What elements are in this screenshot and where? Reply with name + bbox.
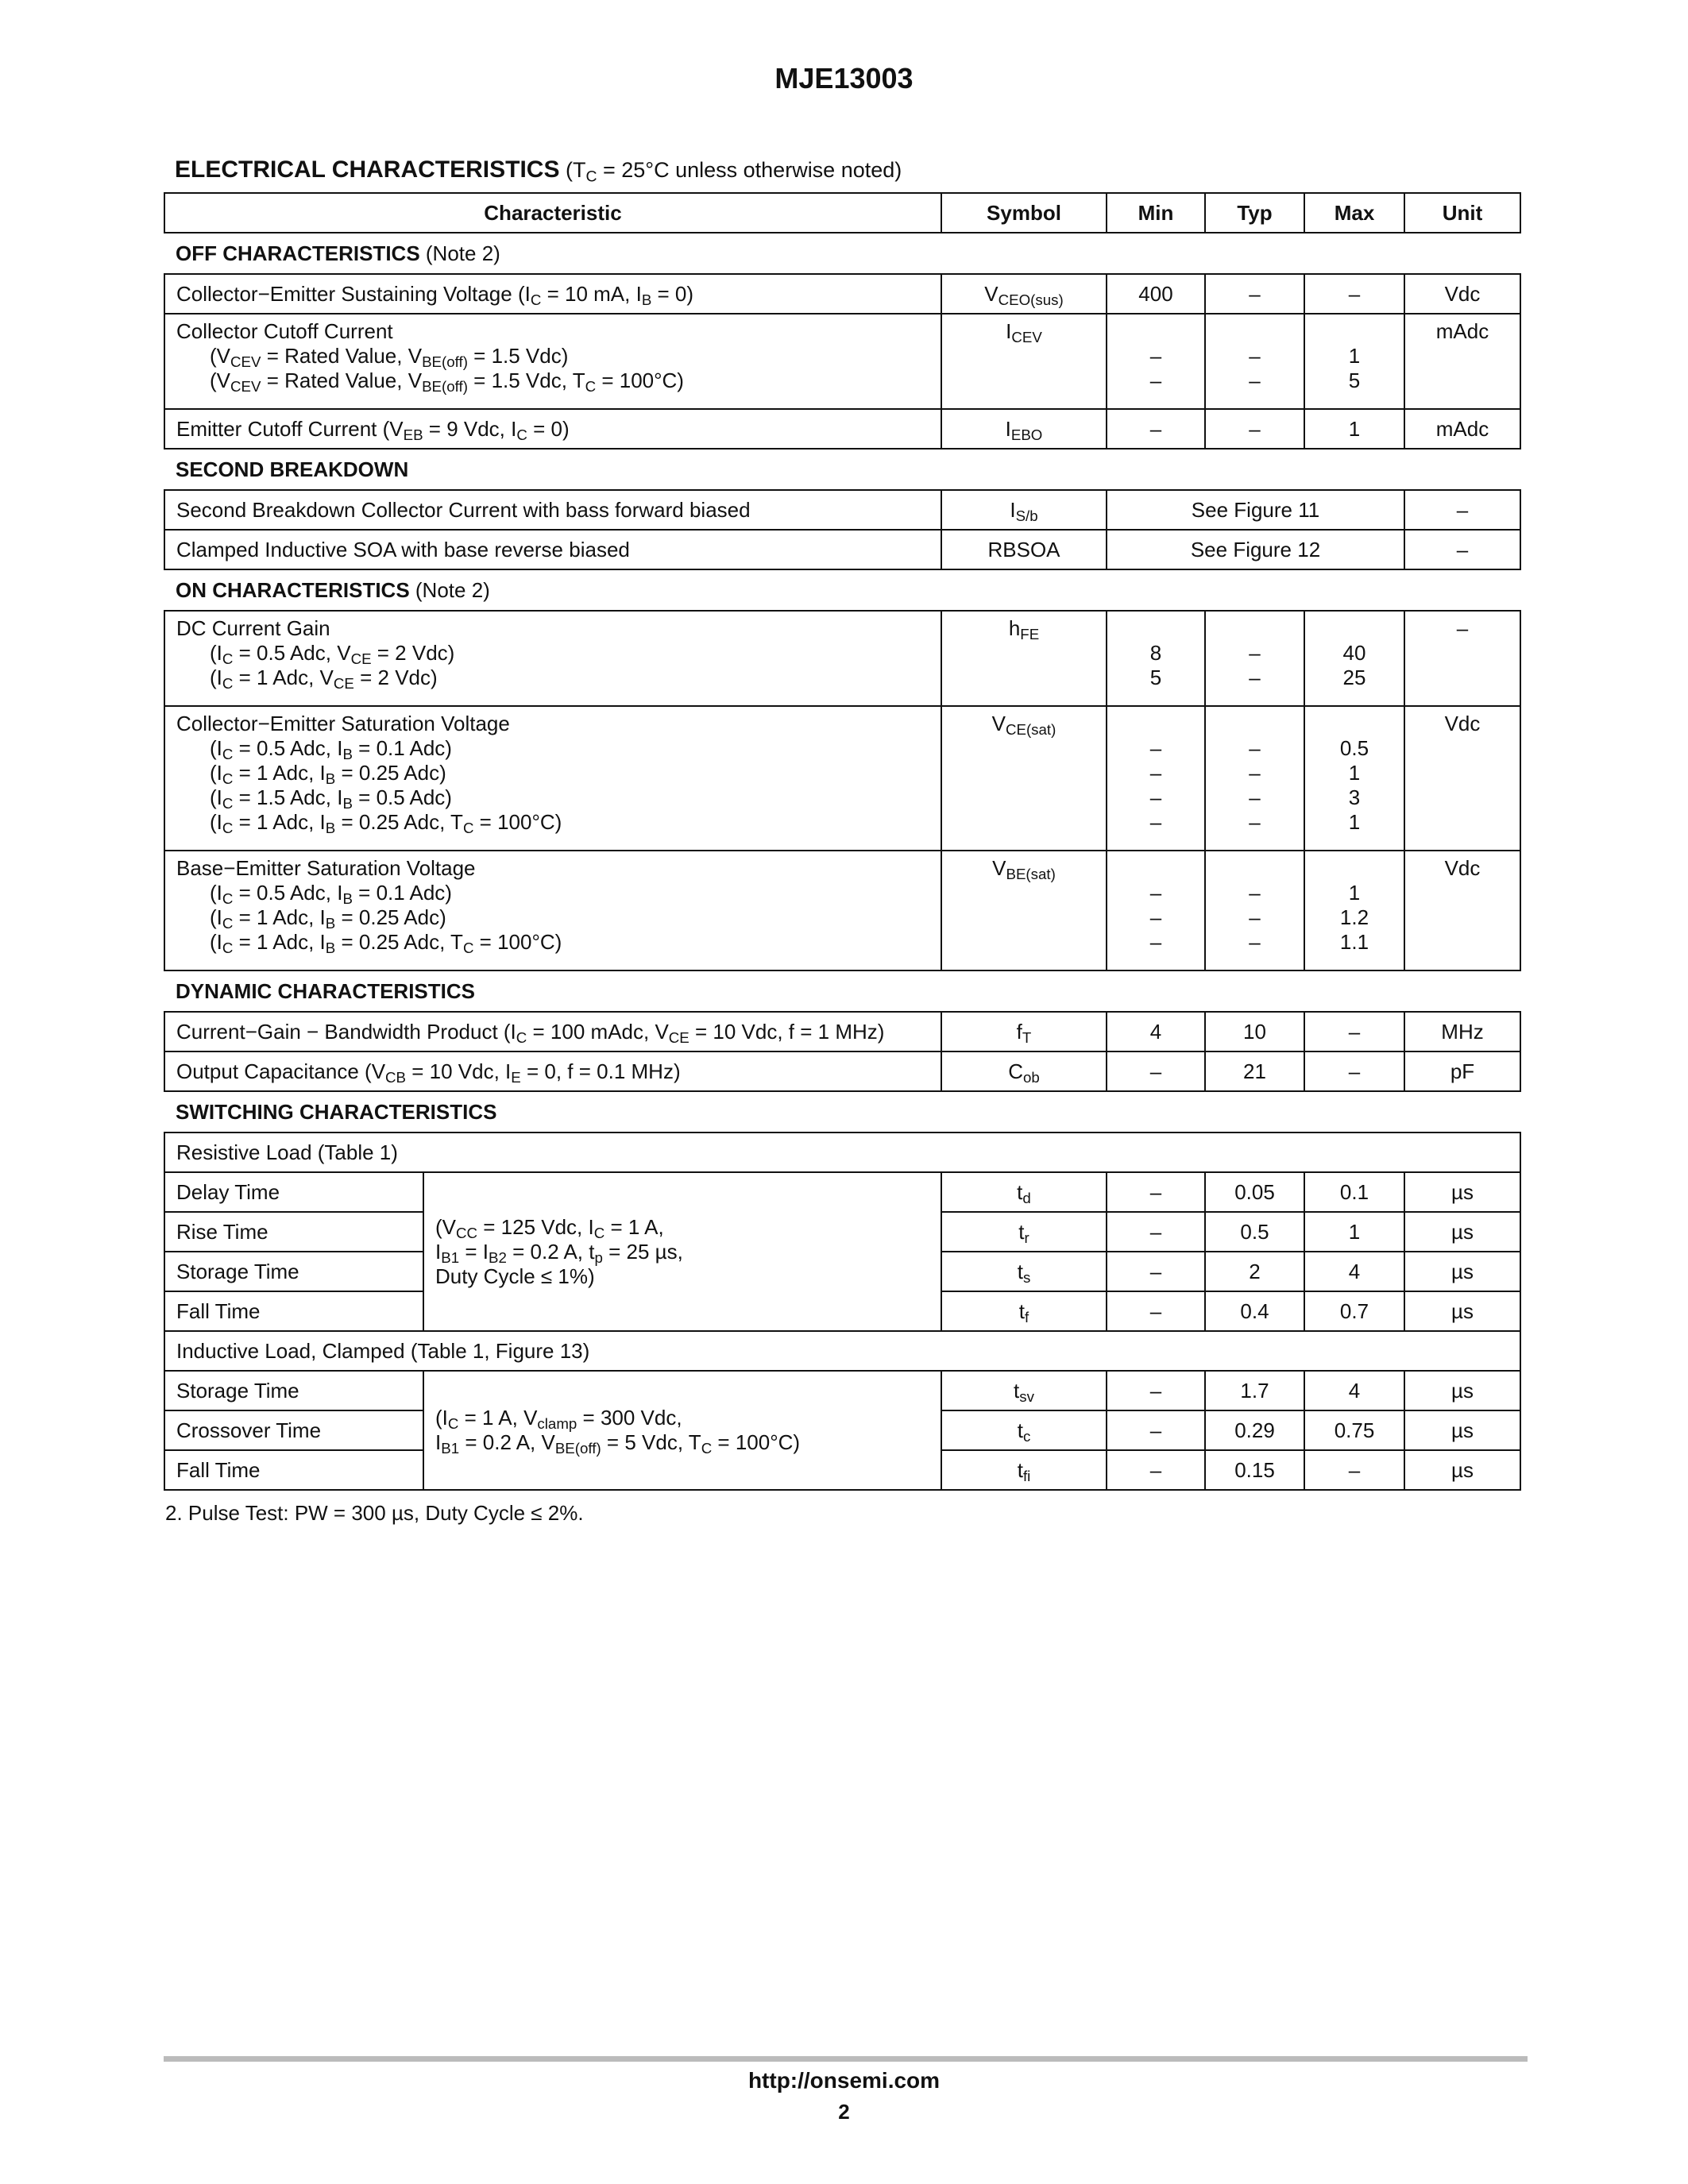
- characteristic-cell: Storage Time: [164, 1252, 423, 1291]
- min-cell: 400: [1107, 274, 1205, 314]
- max-cell: 0.5 1 3 1: [1304, 706, 1404, 851]
- section-title: SWITCHING CHARACTERISTICS: [176, 1099, 497, 1124]
- footer-divider: [164, 2056, 1528, 2062]
- max-cell: –: [1304, 1051, 1404, 1091]
- footer-url[interactable]: http://onsemi.com: [747, 2068, 941, 2093]
- symbol-cell: $V_{BE(sat)}$: [941, 851, 1107, 970]
- characteristic-cell: Collector Cutoff Current ($V_{CEV}$ = Rated Value, $V_{BE(off)} = 1.5$ Vdc) ($V_{CEV}$ = Rated Value, $V_{BE(off)} = 1.5$ Vdc, $T_C = 100^\circ C$): [164, 314, 941, 409]
- section-title: ON CHARACTERISTICS: [176, 577, 410, 602]
- characteristic-cell: Current−Gain − Bandwidth Product ($I_C = 100$ mAdc, $V_{CE} = 10$ Vdc, f = 1 MHz): [164, 1012, 941, 1051]
- unit-cell: Vdc: [1404, 706, 1520, 851]
- unit-cell: µs: [1404, 1291, 1520, 1331]
- symbol-cell: $t_s$: [941, 1252, 1107, 1291]
- symbol-cell: $I_{CEV}$: [941, 314, 1107, 409]
- unit-cell: µs: [1404, 1212, 1520, 1252]
- unit-cell: –: [1404, 611, 1520, 706]
- table-heading: [175, 156, 902, 186]
- unit-cell: µs: [1404, 1371, 1520, 1410]
- typ-cell: 21: [1205, 1051, 1304, 1091]
- characteristic-cell: Fall Time: [164, 1450, 423, 1490]
- symbol-cell: $C_{ob}$: [941, 1051, 1107, 1091]
- typ-cell: – – –: [1205, 851, 1304, 970]
- min-cell: –: [1107, 1291, 1205, 1331]
- unit-cell: Vdc: [1404, 851, 1520, 970]
- heading-cond: (T: [565, 158, 586, 182]
- typ-cell: 0.29: [1205, 1410, 1304, 1450]
- characteristic-cell: Crossover Time: [164, 1410, 423, 1450]
- value-cell: See Figure 12: [1107, 530, 1404, 569]
- characteristic-cell: Second Breakdown Collector Current with bass forward biased: [164, 490, 941, 530]
- characteristic-cell: Storage Time: [164, 1371, 423, 1410]
- min-cell: –: [1107, 409, 1205, 449]
- characteristic-cell: Fall Time: [164, 1291, 423, 1331]
- typ-cell: – –: [1205, 611, 1304, 706]
- unit-cell: mAdc: [1404, 314, 1520, 409]
- max-cell: 1 1.2 1.1: [1304, 851, 1404, 970]
- max-cell: 1: [1304, 409, 1404, 449]
- test-conditions-cell: ($I_C = 1$ A, $V_{clamp} = 300$ Vdc, $I_{B1} = 0.2$ A, $V_{BE(off)} = 5$ Vdc, $T_C = 100^\circ C$): [423, 1371, 941, 1490]
- typ-cell: –: [1205, 409, 1304, 449]
- unit-cell: –: [1404, 530, 1520, 569]
- typ-cell: – – – –: [1205, 706, 1304, 851]
- max-cell: –: [1304, 274, 1404, 314]
- value-cell: See Figure 11: [1107, 490, 1404, 530]
- typ-cell: 0.5: [1205, 1212, 1304, 1252]
- typ-cell: 10: [1205, 1012, 1304, 1051]
- max-cell: 1: [1304, 1212, 1404, 1252]
- subsection-label: Inductive Load, Clamped (Table 1, Figure 13): [164, 1331, 1520, 1371]
- table-row: [164, 409, 1520, 449]
- table-row: [164, 1331, 1520, 1371]
- max-cell: 4: [1304, 1371, 1404, 1410]
- section-note: (Note 2): [419, 241, 500, 265]
- table-row: [164, 314, 1520, 409]
- table-row: [164, 851, 1520, 970]
- unit-cell: –: [1404, 490, 1520, 530]
- min-cell: –: [1107, 1051, 1205, 1091]
- section-title: DYNAMIC CHARACTERISTICS: [176, 978, 475, 1003]
- footnote: 2. Pulse Test: PW = 300 µs, Duty Cycle ≤ 2%.: [165, 1501, 584, 1525]
- table-row: [164, 1012, 1520, 1051]
- typ-cell: 0.05: [1205, 1172, 1304, 1212]
- characteristic-cell: Delay Time: [164, 1172, 423, 1212]
- min-cell: –: [1107, 1450, 1205, 1490]
- max-cell: –: [1304, 1012, 1404, 1051]
- min-cell: 8 5: [1107, 611, 1205, 706]
- table-row: [164, 274, 1520, 314]
- max-cell: 4: [1304, 1252, 1404, 1291]
- table-row: [164, 1371, 1520, 1410]
- characteristic-cell: Base−Emitter Saturation Voltage ($I_C = 0.5$ Adc, $I_B = 0.1$ Adc) ($I_C = 1$ Adc, $I_B = 0.25$ Adc) ($I_C = 1$ Adc, $I_B = 0.25$ Adc, $T_C = 100^\circ C$): [164, 851, 941, 970]
- header-max: Max: [1304, 193, 1404, 233]
- symbol-cell: $f_T$: [941, 1012, 1107, 1051]
- header-typ: Typ: [1205, 193, 1304, 233]
- min-cell: 4: [1107, 1012, 1205, 1051]
- table-row: [164, 1133, 1520, 1172]
- table-row: [164, 490, 1520, 530]
- symbol-cell: RBSOA: [941, 530, 1107, 569]
- min-cell: – – – –: [1107, 706, 1205, 851]
- section-off: [164, 233, 1520, 274]
- table-row: [164, 706, 1520, 851]
- characteristic-cell: Clamped Inductive SOA with base reverse biased: [164, 530, 941, 569]
- section-on: [164, 569, 1520, 611]
- unit-cell: Vdc: [1404, 274, 1520, 314]
- typ-cell: 1.7: [1205, 1371, 1304, 1410]
- header-row: [164, 193, 1520, 233]
- typ-cell: –: [1205, 274, 1304, 314]
- characteristic-cell: Collector−Emitter Saturation Voltage ($I_C = 0.5$ Adc, $I_B = 0.1$ Adc) ($I_C = 1$ Adc, $I_B = 0.25$ Adc) ($I_C = 1.5$ Adc, $I_B = 0.5$ Adc) ($I_C = 1$ Adc, $I_B = 0.25$ Adc, $T_C = 100^\circ C$): [164, 706, 941, 851]
- min-cell: –: [1107, 1212, 1205, 1252]
- heading-cond-sub: C: [585, 168, 597, 186]
- symbol-cell: $V_{CEO(sus)}$: [941, 274, 1107, 314]
- symbol-cell: $V_{CE(sat)}$: [941, 706, 1107, 851]
- table-row: [164, 611, 1520, 706]
- unit-cell: µs: [1404, 1410, 1520, 1450]
- min-cell: –: [1107, 1252, 1205, 1291]
- min-cell: – – –: [1107, 851, 1205, 970]
- min-cell: –: [1107, 1371, 1205, 1410]
- unit-cell: mAdc: [1404, 409, 1520, 449]
- characteristic-cell: Emitter Cutoff Current ($V_{EB} = 9$ Vdc, $I_C = 0$): [164, 409, 941, 449]
- symbol-cell: $I_{EBO}$: [941, 409, 1107, 449]
- section-title: SECOND BREAKDOWN: [176, 457, 409, 481]
- max-cell: 0.1: [1304, 1172, 1404, 1212]
- characteristic-cell: Collector−Emitter Sustaining Voltage ($I_C = 10$ mA, $I_B = 0$): [164, 274, 941, 314]
- symbol-cell: $t_c$: [941, 1410, 1107, 1450]
- header-unit: Unit: [1404, 193, 1520, 233]
- section-second-breakdown: [164, 449, 1520, 490]
- max-cell: 40 25: [1304, 611, 1404, 706]
- unit-cell: pF: [1404, 1051, 1520, 1091]
- max-cell: –: [1304, 1450, 1404, 1490]
- section-dynamic: [164, 970, 1520, 1012]
- subsection-label: Resistive Load (Table 1): [164, 1133, 1520, 1172]
- characteristic-cell: DC Current Gain ($I_C = 0.5$ Adc, $V_{CE} = 2$ Vdc) ($I_C = 1$ Adc, $V_{CE} = 2$ Vdc): [164, 611, 941, 706]
- page-number: 2: [838, 2100, 850, 2124]
- section-switching: [164, 1091, 1520, 1133]
- typ-cell: 0.4: [1205, 1291, 1304, 1331]
- symbol-cell: $t_{sv}$: [941, 1371, 1107, 1410]
- header-characteristic: Characteristic: [164, 193, 941, 233]
- typ-cell: 2: [1205, 1252, 1304, 1291]
- max-cell: 0.75: [1304, 1410, 1404, 1450]
- section-title: OFF CHARACTERISTICS: [176, 241, 420, 265]
- symbol-cell: $t_f$: [941, 1291, 1107, 1331]
- characteristic-cell: Rise Time: [164, 1212, 423, 1252]
- unit-cell: µs: [1404, 1252, 1520, 1291]
- max-cell: 1 5: [1304, 314, 1404, 409]
- heading-cond-post: = 25°C unless otherwise noted): [597, 158, 902, 182]
- min-cell: – –: [1107, 314, 1205, 409]
- electrical-characteristics-table: [164, 192, 1521, 1491]
- unit-cell: µs: [1404, 1172, 1520, 1212]
- symbol-cell: $I_{S/b}$: [941, 490, 1107, 530]
- symbol-cell: $t_{fi}$: [941, 1450, 1107, 1490]
- section-note: (Note 2): [409, 577, 490, 602]
- min-cell: –: [1107, 1172, 1205, 1212]
- characteristic-cell: Output Capacitance ($V_{CB} = 10$ Vdc, $I_E = 0$, f = 0.1 MHz): [164, 1051, 941, 1091]
- symbol-cell: $h_{FE}$: [941, 611, 1107, 706]
- table-row: [164, 530, 1520, 569]
- typ-cell: – –: [1205, 314, 1304, 409]
- max-cell: 0.7: [1304, 1291, 1404, 1331]
- symbol-cell: $t_r$: [941, 1212, 1107, 1252]
- min-cell: –: [1107, 1410, 1205, 1450]
- table-row: [164, 1172, 1520, 1212]
- unit-cell: MHz: [1404, 1012, 1520, 1051]
- symbol-cell: $t_d$: [941, 1172, 1107, 1212]
- unit-cell: µs: [1404, 1450, 1520, 1490]
- heading-bold: ELECTRICAL CHARACTERISTICS: [175, 156, 560, 183]
- page-title: MJE13003: [774, 62, 914, 95]
- header-symbol: Symbol: [941, 193, 1107, 233]
- test-conditions-cell: ($V_{CC} = 125$ Vdc, $I_C = 1$ A, $I_{B1} = I_{B2} = 0.2$ A, $t_p = 25$ µs, Duty Cycle ≤ 1%): [423, 1172, 941, 1331]
- typ-cell: 0.15: [1205, 1450, 1304, 1490]
- table-row: [164, 1051, 1520, 1091]
- header-min: Min: [1107, 193, 1205, 233]
